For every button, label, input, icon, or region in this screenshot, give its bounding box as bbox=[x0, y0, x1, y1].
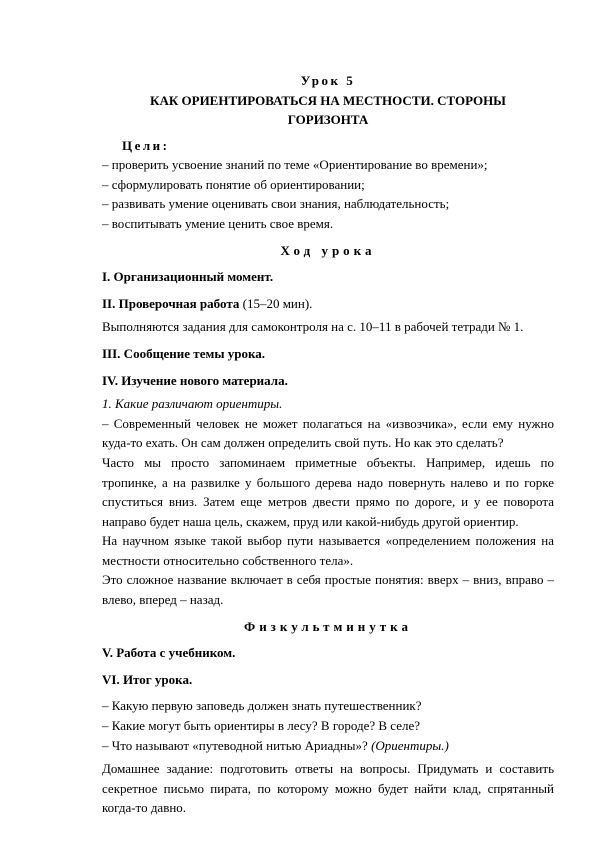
fizkult-heading: Физкультминутка bbox=[244, 618, 412, 634]
goal-item: – воспитывать умение ценить свое время. bbox=[102, 215, 334, 231]
course-heading: Ход урока bbox=[280, 242, 376, 258]
homework: Домашнее задание: подготовить ответы на вопросы. Придумать и составить секретное письмо пирата, по которому можно будет найти клад, спрятанный когда-то давно. bbox=[102, 761, 554, 816]
subsection-landmarks: 1. Какие различают ориентиры. bbox=[102, 396, 283, 412]
document-content bbox=[102, 71, 554, 818]
lesson-title-line2: ГОРИЗОНТА bbox=[287, 111, 369, 127]
paragraph-4: Это сложное название включает в себя простые понятия: вверх – вниз, вправо – влево, вперед – назад. bbox=[102, 572, 554, 608]
question-3-answer: (Ориентиры.) bbox=[371, 737, 449, 753]
goal-item: – сформулировать понятие об ориентировании; bbox=[102, 176, 365, 192]
section-test-work bbox=[102, 294, 554, 314]
section-organizational: I. Организационный момент. bbox=[102, 269, 274, 285]
goal-item: – проверить усвоение знаний по теме «Ориентирование во времени»; bbox=[102, 157, 488, 173]
question-3-text: – Что называют «путеводной нитью Ариадны»? bbox=[102, 737, 372, 753]
question-3 bbox=[102, 736, 554, 756]
lesson-number: Урок 5 bbox=[300, 73, 356, 88]
section-test-work-title: II. Проверочная работа bbox=[102, 295, 240, 311]
test-work-text: Выполняются задания для самоконтроля на с. 10–11 в рабочей тетради № 1. bbox=[102, 319, 524, 335]
paragraph-3: На научном языке такой выбор пути называется «определением положения на местности относительно собственного тела». bbox=[102, 533, 554, 568]
section-topic: III. Сообщение темы урока. bbox=[102, 345, 265, 361]
goals-heading: Цели: bbox=[122, 137, 170, 153]
lesson-title-line1: КАК ОРИЕНТИРОВАТЬСЯ НА МЕСТНОСТИ. СТОРОНЫ bbox=[150, 92, 506, 108]
goal-item: – развивать умение оценивать свои знания, наблюдательность; bbox=[102, 196, 450, 212]
section-summary: VI. Итог урока. bbox=[102, 671, 193, 687]
question-1: – Какую первую заповедь должен знать путешественник? bbox=[102, 698, 422, 714]
section-test-work-duration: (15–20 мин). bbox=[239, 295, 313, 311]
section-textbook: V. Работа с учебником. bbox=[102, 645, 236, 661]
section-new-material: IV. Изучение нового материала. bbox=[102, 372, 288, 388]
paragraph-2: Часто мы просто запоминаем приметные объекты. Например, идешь по тропинке, а на развилке у большого дерева надо повернуть налево и по горке спуститься вниз. Затем еще метров двести прямо по дороге, и у ее поворота направо будет наша цель, скажем, пруд или какой-нибудь другой ориентир. bbox=[102, 454, 554, 529]
question-2: – Какие могут быть ориентиры в лесу? В городе? В селе? bbox=[102, 718, 421, 734]
paragraph-1: – Современный человек не может полагаться на «извозчика», если ему нужно куда-то ехать. Он сам должен определить свой путь. Но как это сделать? bbox=[102, 415, 554, 451]
